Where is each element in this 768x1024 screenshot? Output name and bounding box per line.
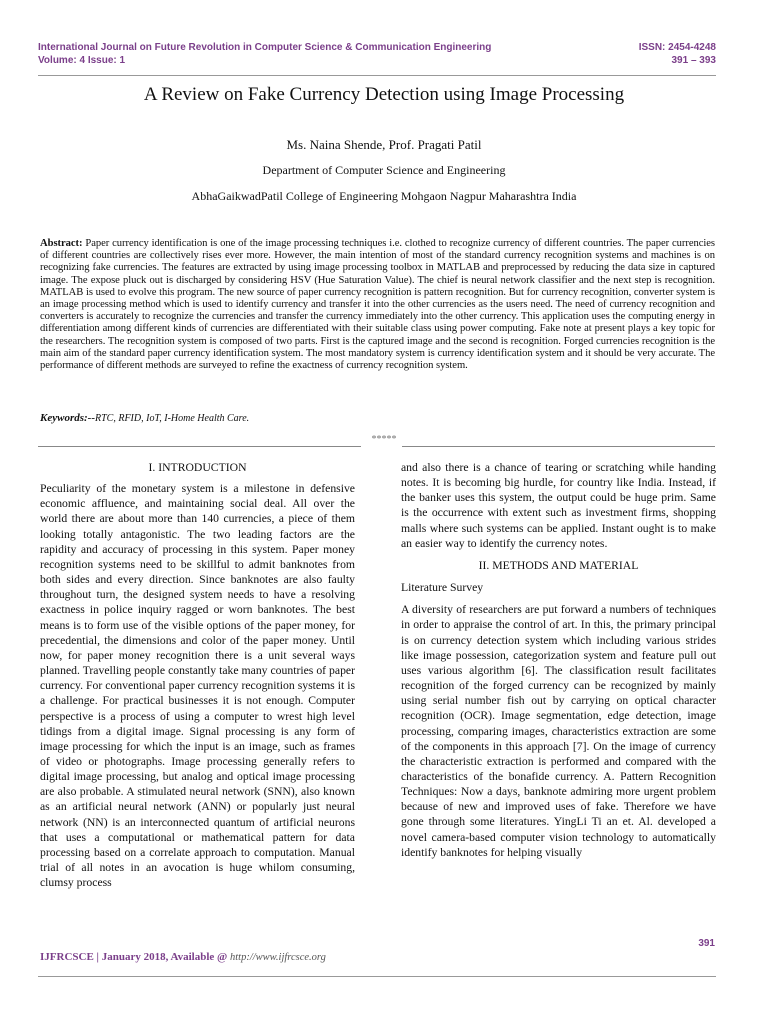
separator-stars: ***** [371,434,397,445]
abstract [40,238,715,372]
introduction-paragraph: Peculiarity of the monetary system is a milestone in defensive economic affluence, and maintaining social deal. All over the world there are about more than 140 currencies, a piece of them looking totally antagonistic. The two leading factors are the rapidity and accuracy of processing in this system. Paper money recognition systems need to be skillful to admit banknotes from both sides and every direction. Since banknotes are also faulty throughout turn, the designed system needs to have a resolving exactness in police inquiry ragged or worn banknotes. The best means is to form use of the visible options of the paper money, for precedential, the dimensions and color of the paper money. Until now, for paper money recognition there is a unit several ways planned. Travelling people constantly take many countries of paper currency. For conventional paper currency recognition systems it is a challenge. For practical businesses it is not enough. Computer perspective is a process of using a computer to wrest high level tidings from a digital image. Signal processing is any form of image processing for which the input is an image, such as frames of video or photographs. Image processing generally refers to digital image processing, but analog and optical image processing are also probable. A stimulated neural network (SNN), also known as an artificial neural network (ANN) or popularly just neural network (NN) is an interconnected quantum of artificial neurons that uses a computational or mathematical pattern for data processing based on a correlate approach to computation. Manual trial of all notes in an avocation is huge whilom consuming, clumsy process [40,482,355,890]
section-heading-methods: II. METHODS AND MATERIAL [478,558,639,572]
introduction-continued-paragraph: and also there is a chance of tearing or scratching while handing notes. It is becoming big hurdle, for country like India. Instead, if the banker uses this system, the output could be huge prim. Same is the occurrence with extent such as investment firms, shopping malls where such systems can be applied. Instant ought is to make an easier way to identify the currency notes. [401,461,716,550]
separator-line-right [402,446,715,447]
subheading-literature-survey: Literature Survey [401,581,484,595]
college: AbhaGaikwadPatil College of Engineering Mohgaon Nagpur Maharashtra India [191,189,577,203]
section-heading-introduction: I. INTRODUCTION [148,461,247,474]
footer-citation: IJFRCSCE | January 2018, Available @ [40,951,230,963]
right-column [401,460,716,860]
keywords [40,412,249,424]
journal-url-link[interactable]: http://www.ijfrcsce.org [230,952,326,963]
footer-rule [38,976,716,977]
footer [40,951,326,963]
paper-title: A Review on Fake Currency Detection using Image Processing [143,84,625,105]
abstract-text: Paper currency identification is one of the image processing techniques i.e. clothed to recognize currency of different countries. The paper currencies of different countries are collectively rises ever more. However, the main intention of most of the standard currency recognition systems and machines is on recognizing fake currencies. The features are extracted by using image processing toolbox in MATLAB and preprocessed by reducing the data size in captured image. The expose pluck out is discharged by considering HSV (Hue Saturation Value). The chief is neural network classifier and the next step is recognition. MATLAB is used to evolve this program. The new source of paper currency recognition is pattern recognition. But for currency recognition, converter system is an image processing method which is used to identify currency and transfer it into the other currencies as the users need. The need of currency recognition and converters is accurately to recognize the currencies and transfer the currency immediately into the other currency. This application uses the computing energy in differentiation among different kinds of currencies are differentiated with their suitable class using power computing. Fake note at present plays a key topic for the researchers. The recognition system is composed of two parts. First is the captured image and the second is recognition. Forged currencies recognition is the main aim of the standard paper currency identification system. The most mandatory system is currency identification system and it should be very accurate. The performance of different methods are surveyed to refine the exactness of currency recognition system. [40,238,715,372]
abstract-label: Abstract: [40,238,83,249]
page-number: 391 [698,938,715,949]
volume-issue: Volume: 4 Issue: 1 [38,55,126,66]
issn: ISSN: 2454-4248 [638,42,716,53]
literature-survey-paragraph: A diversity of researchers are put forward a numbers of techniques in order to appraise the control of art. In this, the primary principal is on currency detection system which including various strides like image possession, categorization system and feature pull out uses various algorithm [6]. The classification result facilitates recognition of the forged currency can be recognized by mainly using serial number fish out by carrying on optical character recognition (OCR). Image segmentation, edge detection, image processing, comparing images, characteristics extraction are some of the components in this approach [7]. On the image of currency the characteristic extraction is performed and compared with the characteristics of the bonafide currency. A. Pattern Recognition Techniques: Now a days, banknote admiring more urgent problem because of new and improved uses of fake. Therefore we have gone through some literatures. YingLi Ti an et. Al. developed a novel camera-based computer vision technology to automatically identify banknotes for helping visually [401,603,716,859]
left-column [40,460,355,890]
paper-authors: Ms. Naina Shende, Prof. Pragati Patil [286,137,482,152]
keywords-text: RTC, RFID, IoT, I-Home Health Care. [95,413,250,424]
page-range: 391 – 393 [671,55,716,66]
journal-name: International Journal on Future Revolution in Computer Science & Communication Engineering [38,42,492,53]
department: Department of Computer Science and Engineering [262,163,506,177]
keywords-label: Keywords:-- [40,412,95,424]
separator-line-left [38,446,361,447]
header-rule [38,75,716,76]
